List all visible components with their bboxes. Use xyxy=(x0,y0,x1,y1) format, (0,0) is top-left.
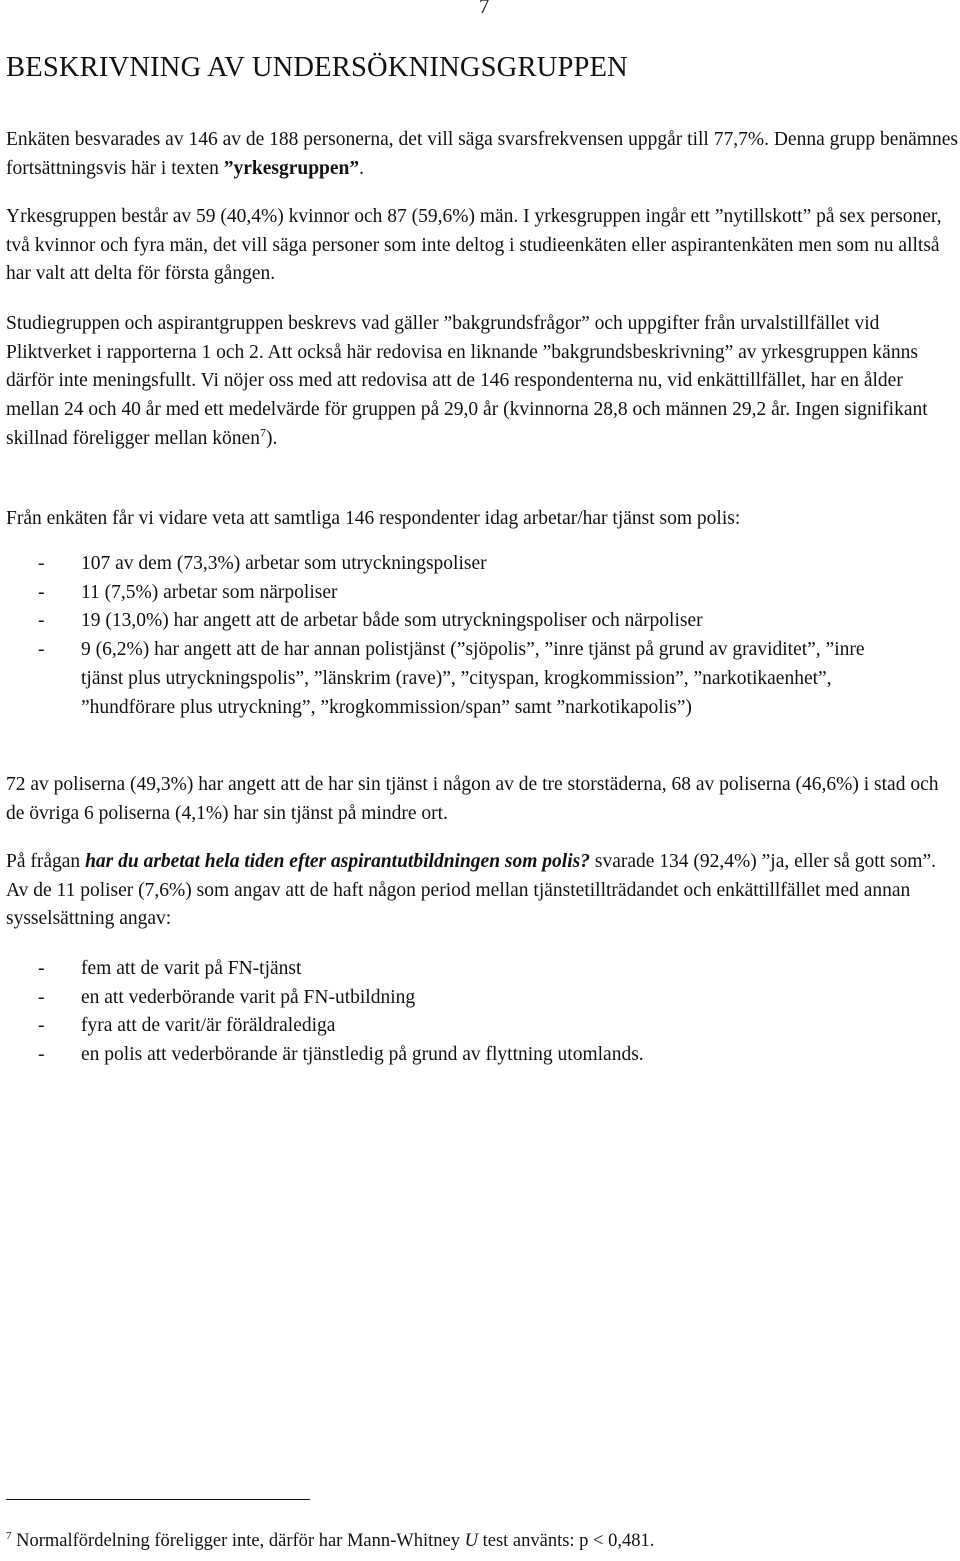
list-item-text: fem att de varit på FN-tjänst xyxy=(81,958,302,979)
paragraph-police-intro: Från enkäten får vi vidare veta att samtliga 146 respondenter idag arbetar/har tjänst som polis: xyxy=(6,508,741,529)
list-item-text: fyra att de varit/är föräldralediga xyxy=(81,1015,336,1037)
list-item xyxy=(6,955,881,984)
dash-bullet: - xyxy=(38,1044,45,1066)
footnote-text: test använts: p < 0,481. xyxy=(477,1531,655,1551)
group-term: ”yrkesgruppen” xyxy=(223,157,360,179)
dash-bullet: - xyxy=(38,581,45,603)
other-occupation-list xyxy=(6,955,881,1070)
paragraph-text: . xyxy=(359,157,365,179)
paragraph-text: ). xyxy=(265,427,278,449)
paragraph-text: svarade 134 (92,4%) ”ja, eller så gott som”. Av de 11 poliser (7,6%) som angav att de haft någon period mellan tjänstetillträdandet och enkättillfället med annan sysselsättning angav: xyxy=(6,851,936,930)
list-item-text: en att vederbörande varit på FN-utbildning xyxy=(81,986,416,1008)
list-item xyxy=(6,579,881,608)
list-item xyxy=(6,636,881,722)
section-heading: BESKRIVNING AV UNDERSÖKNINGSGRUPPEN xyxy=(6,52,628,83)
paragraph-text: Enkäten besvarades av 146 av de 188 personerna, det vill säga svarsfrekvensen uppgår till 77,7%. Denna grupp benämnes fortsättningsvis här i texten xyxy=(6,129,958,179)
list-item-text: en polis att vederbörande är tjänstledig på grund av flyttning utomlands. xyxy=(81,1044,644,1066)
footnote-italic: U xyxy=(464,1531,478,1551)
list-item xyxy=(6,1012,881,1041)
paragraph-location: 72 av poliserna (49,3%) har angett att de har sin tjänst i någon av de tre storstäderna, 68 av poliserna (46,6%) i stad och de övriga 6 poliserna (4,1%) har sin tjänst på mindre ort. xyxy=(6,774,939,824)
footnote-text: Normalfördelning föreligger inte, därför har Mann-Whitney xyxy=(11,1531,465,1551)
paragraph-response-rate xyxy=(6,126,958,183)
page-number: 7 xyxy=(479,0,490,18)
list-item xyxy=(6,1041,881,1070)
survey-question: har du arbetat hela tiden efter aspirantutbildningen som polis? xyxy=(85,851,590,872)
paragraph-question xyxy=(6,848,958,934)
list-item xyxy=(6,607,881,636)
paragraph-composition: Yrkesgruppen består av 59 (40,4%) kvinnor och 87 (59,6%) män. I yrkesgruppen ingår ett ”nytillskott” på sex personer, två kvinnor och fyra män, det vill säga personer som inte deltog i studieenkäten eller aspirantenkäten men som nu alltså har valt att delta för första gången. xyxy=(6,206,942,285)
paragraph-text: Studiegruppen och aspirantgruppen beskrevs vad gäller ”bakgrundsfrågor” och uppgifter från urvalstillfället vid Pliktverket i rapporterna 1 och 2. Att också här redovisa en liknande ”bakgrundsbeskrivning” av yrkesgruppen känns därför inte meningsfullt. Vi nöjer oss med att redovisa att de 146 respondenterna nu, vid enkättillfället, har en ålder mellan 24 och 40 år med ett medelvärde för gruppen på 29,0 år (kvinnorna 28,8 och männen 29,2 år. Ingen signifikant skillnad föreligger mellan könen xyxy=(6,313,928,449)
dash-bullet: - xyxy=(38,958,45,979)
list-item-text: 107 av dem (73,3%) arbetar som utryckningspoliser xyxy=(81,553,487,574)
dash-bullet: - xyxy=(38,553,45,574)
dash-bullet: - xyxy=(38,639,45,661)
list-item xyxy=(6,984,881,1013)
footnote-number: 7 xyxy=(6,1529,12,1542)
footnote xyxy=(6,1531,654,1552)
dash-bullet: - xyxy=(38,986,45,1008)
list-item-text: 11 (7,5%) arbetar som närpoliser xyxy=(81,581,338,603)
list-item-text: 19 (13,0%) har angett att de arbetar både som utryckningspoliser och närpoliser xyxy=(81,610,703,632)
list-item xyxy=(6,550,881,579)
paragraph-text: På frågan xyxy=(6,851,86,872)
dash-bullet: - xyxy=(38,1015,45,1037)
dash-bullet: - xyxy=(38,610,45,632)
paragraph-background xyxy=(6,310,958,454)
list-item-text: 9 (6,2%) har angett att de har annan polistjänst (”sjöpolis”, ”inre tjänst på grund av graviditet”, ”inre tjänst plus utryckningspolis”, ”länskrim (rave)”, ”cityspan, krogkommission”, ”narkotikaenhet”, ”hundförare plus utryckning”, ”krogkommission/span” samt ”narkotikapolis”) xyxy=(81,639,865,718)
footnote-divider xyxy=(6,1499,310,1500)
footnote-ref[interactable]: 7 xyxy=(259,425,266,440)
police-role-list xyxy=(6,550,881,722)
